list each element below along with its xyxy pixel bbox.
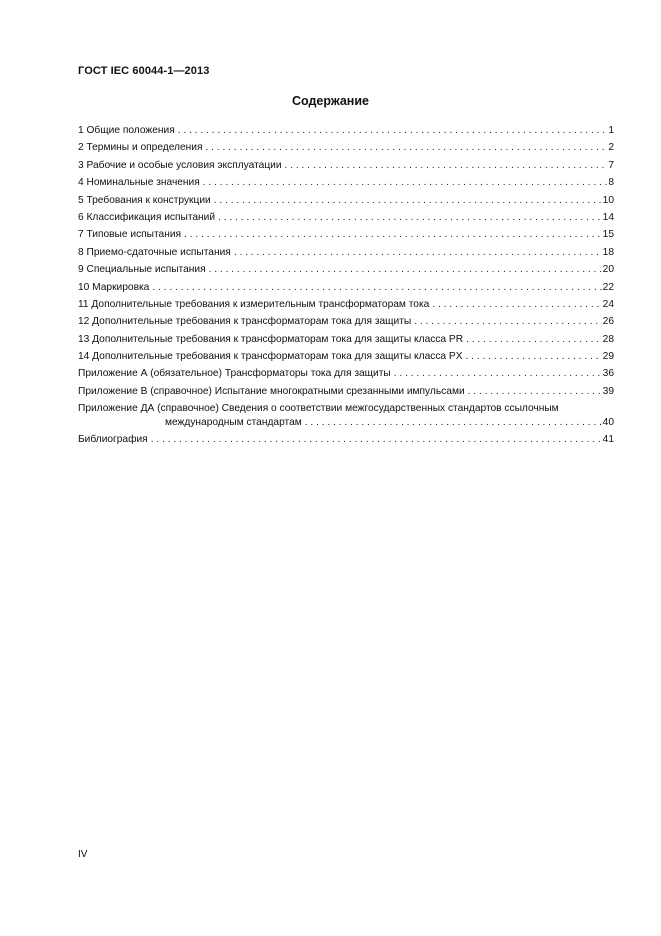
toc-entry-label: 14 Дополнительные требования к трансформаторам тока для защиты класса PX	[78, 351, 463, 363]
table-of-contents	[78, 122, 614, 449]
toc-entry-4[interactable]	[78, 174, 614, 191]
toc-entry-page: 20	[602, 264, 614, 276]
toc-entry-page: 26	[602, 316, 614, 328]
dot-leader	[234, 244, 602, 261]
toc-entry-label: 3 Рабочие и особые условия эксплуатации	[78, 159, 282, 171]
dot-leader	[178, 122, 608, 139]
toc-entry-7[interactable]	[78, 226, 614, 243]
toc-entry-label: 10 Маркировка	[78, 281, 150, 293]
toc-entry-label: 8 Приемо-сдаточные испытания	[78, 246, 231, 258]
toc-entry-page: 24	[602, 298, 614, 310]
document-code-header: ГОСТ IEC 60044-1—2013	[78, 65, 210, 77]
toc-entry-label-line1: Приложение ДА (справочное) Сведения о соответствии межгосударственных стандартов ссылочным	[78, 403, 559, 415]
toc-entry-5[interactable]	[78, 192, 614, 209]
dot-leader	[285, 157, 608, 174]
toc-entry-label: Библиография	[78, 434, 148, 446]
toc-entry-label: 11 Дополнительные требования к измерительным трансформаторам тока	[78, 298, 430, 310]
toc-entry-6[interactable]	[78, 209, 614, 226]
dot-leader	[466, 331, 602, 348]
dot-leader	[414, 313, 601, 330]
toc-entry-label: 13 Дополнительные требования к трансформаторам тока для защиты класса PR	[78, 333, 464, 345]
toc-entry-page: 10	[602, 194, 614, 206]
toc-entry-page: 15	[602, 229, 614, 241]
toc-entry-label: 9 Специальные испытания	[78, 264, 206, 276]
toc-entry-11[interactable]	[78, 296, 614, 313]
toc-entry-page: 29	[602, 351, 614, 363]
dot-leader	[394, 365, 602, 382]
toc-entry-label: 2 Термины и определения	[78, 142, 203, 154]
toc-entry-page: 18	[602, 246, 614, 258]
dot-leader	[214, 192, 602, 209]
dot-leader	[152, 279, 601, 296]
toc-entry-page: 39	[602, 385, 614, 397]
toc-entry-label: 12 Дополнительные требования к трансформаторам тока для защиты	[78, 316, 412, 328]
toc-entry-page: 14	[602, 211, 614, 223]
toc-entry-page: 28	[602, 333, 614, 345]
dot-leader	[209, 261, 602, 278]
page-number: IV	[78, 849, 88, 860]
toc-entry-page: 36	[602, 368, 614, 380]
toc-entry-page: 1	[608, 125, 614, 136]
toc-entry-1[interactable]	[78, 122, 614, 139]
toc-entry-page: 2	[608, 142, 614, 154]
toc-entry-label: 1 Общие положения	[78, 125, 175, 136]
dot-leader	[203, 174, 608, 191]
toc-entry-page: 41	[602, 434, 614, 446]
toc-entry-13[interactable]	[78, 331, 614, 348]
toc-entry-3[interactable]	[78, 157, 614, 174]
toc-entry-2[interactable]	[78, 139, 614, 156]
toc-entry-label-line2: международным стандартам	[165, 416, 302, 428]
toc-entry-14[interactable]	[78, 348, 614, 365]
toc-entry-appendix-da[interactable]	[78, 402, 614, 429]
toc-entry-8[interactable]	[78, 244, 614, 261]
toc-entry-label: 7 Типовые испытания	[78, 229, 182, 241]
toc-entry-appendix-b[interactable]	[78, 383, 614, 400]
dot-leader	[468, 383, 602, 400]
toc-entry-label: Приложение А (обязательное) Трансформаторы тока для защиты	[78, 368, 391, 380]
toc-entry-appendix-a[interactable]	[78, 365, 614, 382]
toc-entry-10[interactable]	[78, 279, 614, 296]
toc-entry-9[interactable]	[78, 261, 614, 278]
dot-leader	[432, 296, 601, 313]
toc-entry-label: 4 Номинальные значения	[78, 177, 200, 189]
toc-entry-label: 6 Классификация испытаний	[78, 211, 216, 223]
dot-leader	[184, 226, 602, 243]
dot-leader	[466, 348, 602, 365]
dot-leader	[218, 209, 602, 226]
toc-entry-label: 5 Требования к конструкции	[78, 194, 211, 206]
toc-entry-page: 7	[608, 159, 614, 171]
toc-entry-page: 8	[608, 177, 614, 189]
toc-entry-page: 22	[602, 281, 614, 293]
dot-leader	[205, 139, 607, 156]
dot-leader	[305, 416, 603, 430]
toc-entry-12[interactable]	[78, 313, 614, 330]
toc-entry-page: 40	[602, 416, 614, 428]
dot-leader	[151, 431, 602, 448]
toc-entry-bibliography[interactable]	[78, 431, 614, 448]
toc-entry-label: Приложение В (справочное) Испытание многократными срезанными импульсами	[78, 385, 465, 397]
toc-title: Содержание	[291, 94, 369, 108]
